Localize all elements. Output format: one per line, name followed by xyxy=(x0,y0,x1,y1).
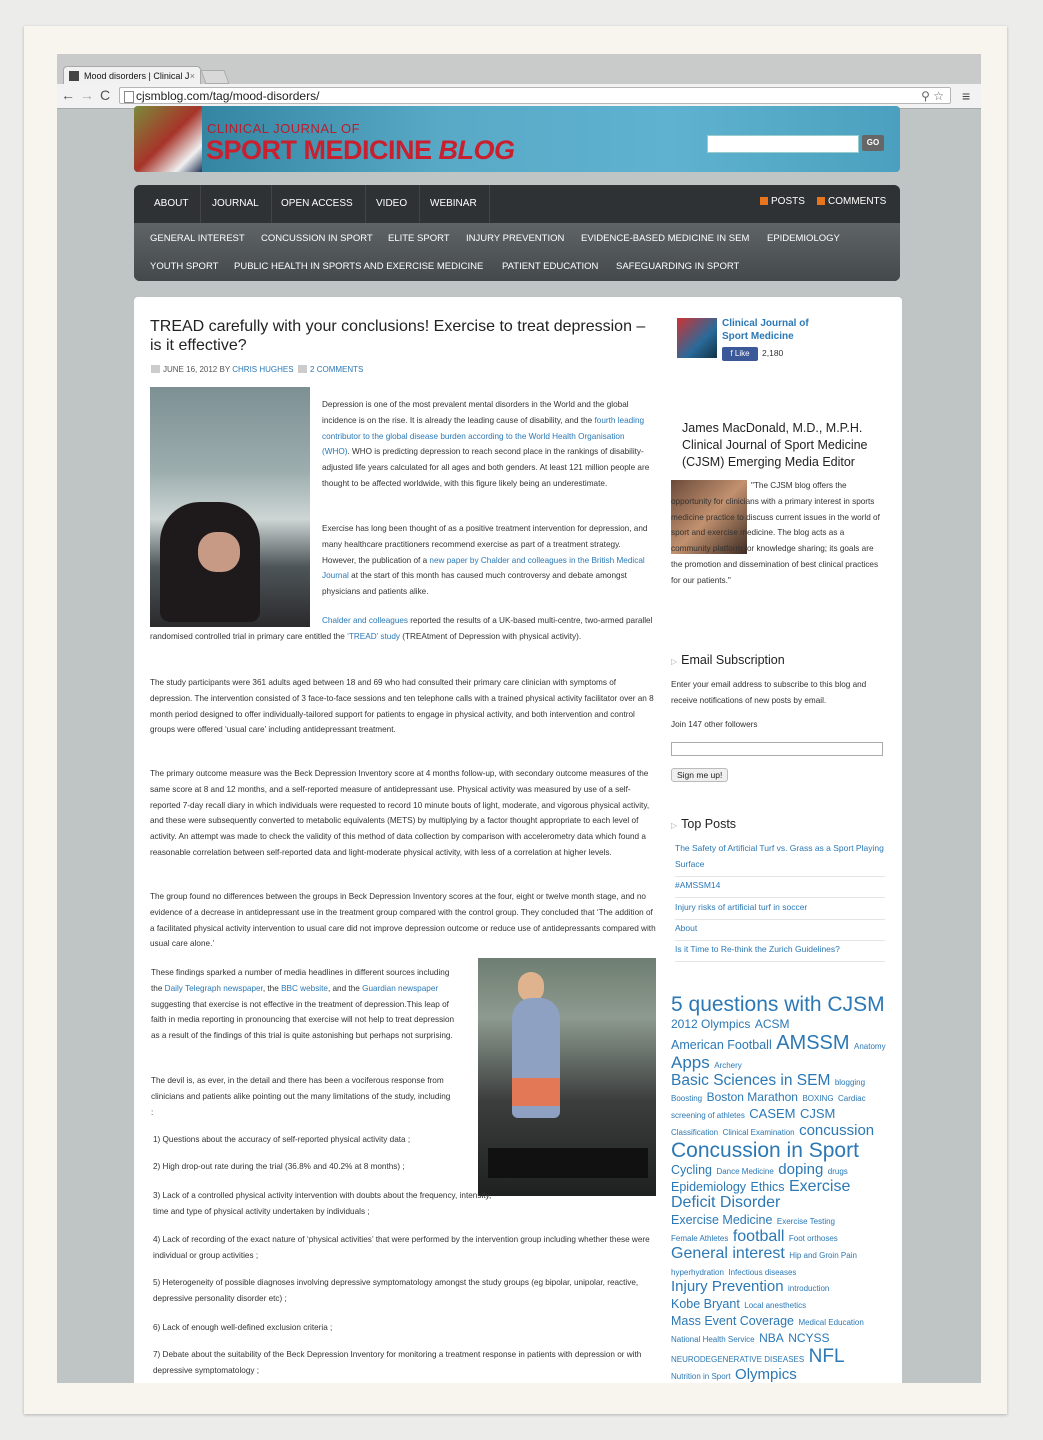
tag-link[interactable]: doping xyxy=(778,1160,824,1178)
address-bar[interactable] xyxy=(119,87,951,104)
browser-tab[interactable] xyxy=(63,66,201,84)
favicon-icon xyxy=(69,71,79,81)
limitation-7: 7) Debate about the suitability of the Beck Depression Inventory for monitoring a treatment response in patients with depression or with depressive symptomatology ; xyxy=(153,1350,642,1375)
paragraph-1: Depression is one of the most prevalent mental disorders in the World and the global incidence is on the rise. It is already the leading cause of disability, and the fourth leading contributor to the global disease burden according to the World Health Organisation (WHO). WHO is predicting depression to reach second place in the rankings of disability-adjusted life years calculated for all ages and both genders. At least 121 million people are thought to be affected worldwide, with this figure likely being an underestimate. xyxy=(322,400,650,488)
author-link[interactable]: CHRIS HUGHES xyxy=(232,365,294,374)
close-tab-icon[interactable]: × xyxy=(189,71,195,81)
tag-link[interactable]: Medical Education xyxy=(798,1318,864,1328)
limitation-3: 3) Lack of a controlled physical activity intervention with doubts about the frequency, intensity, time and type of physical activity undertaken by individuals ; xyxy=(153,1191,492,1216)
top-post-item[interactable]: #AMSSM14 xyxy=(675,878,885,898)
paragraph-7: These findings sparked a number of media headlines in different sources including the Daily Telegraph newspaper, the BBC website, and the Guardian newspaper suggesting that exercise is not effective in the treatment of depression.This leap of faith in media reporting in pronouncing that exercise will not help to treat depression as a result of the findings of this trial is quite astonishing but perhaps not surprising. xyxy=(151,968,455,1041)
paragraph-2: Exercise has long been thought of as a positive treatment intervention for depression, and many healthcare practitioners recommend exercise as part of a treatment strategy. However, the publication of a new paper by Chalder and colleagues in the British Medical Journal at the start of this month has caused much controversy and debate amongst physicians and patients alike. xyxy=(322,524,648,597)
journal-cover-thumbnail[interactable] xyxy=(677,318,717,358)
tag-link[interactable]: Exercise Testing xyxy=(776,1217,835,1227)
rss-icon xyxy=(760,197,768,205)
paragraph-8: The devil is, as ever, in the detail and there has been a vociferous response from clinicians and patients alike pointing out the many limitations of the study, including : xyxy=(151,1076,451,1117)
tag-link[interactable]: Infectious diseases xyxy=(728,1267,797,1277)
tag-link[interactable]: Hip and Groin Pain xyxy=(789,1250,857,1260)
followers-count: Join 147 other followers xyxy=(671,720,758,729)
forward-icon[interactable]: → xyxy=(80,87,94,103)
sign-up-button[interactable]: Sign me up! xyxy=(671,768,728,782)
nav-about[interactable]: ABOUT xyxy=(142,185,201,223)
editor-heading: James MacDonald, M.D., M.P.H. Clinical Journal of Sport Medicine (CJSM) Emerging Media Editor xyxy=(682,421,868,469)
tag-link[interactable]: Clinical Examination xyxy=(722,1128,795,1138)
logo-subtitle: CLINICAL JOURNAL OF xyxy=(207,121,361,136)
tab-bar xyxy=(57,54,981,84)
tag-link[interactable]: introduction xyxy=(788,1284,830,1294)
tread-study-link[interactable]: ‘TREAD’ study xyxy=(347,631,400,641)
tag-link[interactable]: Epidemiology xyxy=(671,1179,747,1194)
tag-link[interactable]: Boston Marathon xyxy=(706,1090,798,1105)
menu-icon[interactable]: ≡ xyxy=(962,88,971,104)
chalder-link[interactable]: Chalder and colleagues xyxy=(322,616,409,625)
paragraph-3: Chalder and colleagues reported the results of a UK-based multi-centre, two-armed parallel randomised controlled trial in primary care entitled the ‘TREAD’ study (TREAtment of Depression with physical activity). xyxy=(150,616,653,641)
nav-open-access[interactable]: OPEN ACCESS xyxy=(269,185,366,223)
tag-link[interactable]: Concussion in Sport xyxy=(671,1138,859,1162)
nav-journal[interactable]: JOURNAL xyxy=(200,185,272,223)
email-description: Enter your email address to subscribe to this blog and receive notifications of new posts by email. xyxy=(671,680,867,705)
tag-link[interactable]: drugs xyxy=(827,1166,848,1176)
like-count: 2,180 xyxy=(762,348,784,358)
email-field[interactable] xyxy=(671,742,883,756)
reload-icon[interactable]: C xyxy=(100,87,111,103)
telegraph-link[interactable]: Daily Telegraph newspaper xyxy=(164,983,263,993)
search-input[interactable] xyxy=(707,135,859,153)
limitation-5: 5) Heterogeneity of possible diagnoses involving depressive symptomatology amongst the study groups (eg bipolar, unipolar, reactive, depressive personality disorder etc) ; xyxy=(153,1278,639,1303)
content-area xyxy=(134,297,902,1383)
tag-link[interactable]: National Health Service xyxy=(671,1334,755,1344)
facebook-page-name[interactable]: Clinical Journal of Sport Medicine xyxy=(722,318,809,342)
post-title[interactable]: TREAD carefully with your conclusions! Exercise to treat depression – is it effective? xyxy=(150,318,646,354)
new-tab-button[interactable] xyxy=(200,70,229,84)
nav-webinar[interactable]: WEBINAR xyxy=(418,185,490,223)
tag-link[interactable]: Boosting xyxy=(671,1094,703,1104)
nav-injury-prevention[interactable]: INJURY PREVENTION xyxy=(466,233,565,244)
back-icon[interactable]: ← xyxy=(61,87,75,103)
tag-link[interactable]: Kobe Bryant xyxy=(671,1297,740,1312)
bmj-paper-link[interactable]: new paper by Chalder and colleagues in the British Medical Journal xyxy=(322,555,645,581)
tag-link[interactable]: Injury Prevention xyxy=(671,1278,784,1296)
tag-link[interactable]: CJSM xyxy=(799,1106,836,1122)
tag-link[interactable]: Dance Medicine xyxy=(716,1166,774,1176)
triangle-icon: ▷ xyxy=(671,657,678,666)
comment-icon xyxy=(298,365,307,373)
tag-link[interactable]: Archery xyxy=(714,1060,742,1070)
top-post-item[interactable]: Injury risks of artificial turf in soccer xyxy=(675,900,885,920)
tag-link[interactable]: Olympics xyxy=(735,1365,797,1383)
limitation-4: 4) Lack of recording of the exact nature of ‘physical activities’ that were performed by the intervention group including whether these were individual or group activities ; xyxy=(153,1235,650,1260)
tag-link[interactable]: ACSM xyxy=(754,1017,790,1032)
tag-link[interactable]: concussion xyxy=(799,1122,875,1140)
tag-link[interactable]: CASEM xyxy=(749,1106,796,1122)
treadmill-photo xyxy=(478,958,656,1196)
tag-link[interactable]: Cardiac screening of athletes xyxy=(671,1094,866,1121)
tag-link[interactable]: Apps xyxy=(671,1052,710,1072)
tag-link[interactable]: Basic Sciences in SEM xyxy=(671,1071,831,1089)
rss-posts-link[interactable]: POSTS xyxy=(760,196,805,207)
tag-link[interactable]: 5 questions with CJSM xyxy=(671,993,885,1016)
editor-quote: "The CJSM blog offers the opportunity for clinicians with a primary interest in sports medicine practice to discuss current issues in the world of sport and exercise medicine. The blog acts as a community platform for knowledge sharing; its goals are the promotion and dissemination of best clinical practices for our patients." xyxy=(671,481,880,585)
tag-link[interactable]: Nutrition in Sport xyxy=(671,1371,731,1381)
tag-link[interactable]: Exercise Medicine xyxy=(671,1213,773,1228)
tag-link[interactable]: Exercise Deficit Disorder xyxy=(671,1177,851,1212)
guardian-link[interactable]: Guardian newspaper xyxy=(362,983,439,993)
facebook-icon: f xyxy=(730,349,733,358)
paragraph-4: The study participants were 361 adults aged between 18 and 69 who had consulted their primary care clinician with symptoms of depression. The intervention consisted of 3 face-to-face sessions and ten telephone calls with a trained physical activity facilitator over an 8 month period designed to offer individually-tailored support for patients to engage in physical activity, and both intervention and control groups were offered ‘usual care’ including antidepressant treatment. xyxy=(150,678,654,735)
nav-general-interest[interactable]: GENERAL INTEREST xyxy=(150,233,245,244)
top-post-item[interactable]: About xyxy=(675,921,885,941)
nav-youth-sport[interactable]: YOUTH SPORT xyxy=(150,261,219,272)
main-navigation xyxy=(134,185,900,281)
email-subscription-heading: ▷ Email Subscription xyxy=(671,653,785,667)
nav-public-health[interactable]: PUBLIC HEALTH IN SPORTS AND EXERCISE MEDICINE xyxy=(234,261,484,272)
nav-categories xyxy=(134,223,900,281)
browser-window xyxy=(57,54,981,1383)
tag-link[interactable]: Mass Event Coverage xyxy=(671,1314,794,1329)
tag-link[interactable]: Female Athletes xyxy=(671,1234,729,1244)
header-photo xyxy=(134,106,202,172)
top-post-item[interactable]: Is it Time to Re-think the Zurich Guidelines? xyxy=(675,942,885,962)
tag-cloud xyxy=(671,994,886,1383)
tag-link[interactable]: American Football xyxy=(671,1037,772,1052)
site-header xyxy=(134,106,900,172)
nav-video[interactable]: VIDEO xyxy=(364,185,420,223)
search-go-button[interactable]: GO xyxy=(862,135,884,151)
comments-link[interactable]: 2 COMMENTS xyxy=(310,365,364,374)
bookmark-star-icon[interactable]: ☆ xyxy=(933,89,944,103)
tab-title: Mood disorders | Clinical J xyxy=(84,71,190,81)
tag-link[interactable]: AMSSM xyxy=(776,1031,850,1054)
tag-link[interactable]: Foot orthoses xyxy=(788,1234,838,1244)
nav-epidemiology[interactable]: EPIDEMIOLOGY xyxy=(767,233,840,244)
paragraph-6: The group found no differences between the groups in Beck Depression Inventory scores at the four, eight or twelve month stage, and no evidence of a decrease in antidepressant use in the treatment group compared with the control group. They concluded that ‘The addition of a facilitated physical activity intervention to usual care did not improve depression outcome or reduce use of antidepressants compared with usual care alone.’ xyxy=(150,892,656,949)
tag-link[interactable]: hyperhydration xyxy=(671,1267,724,1277)
facebook-like-button[interactable]: f Like xyxy=(722,347,758,361)
nav-primary xyxy=(134,185,900,223)
nav-elite-sport[interactable]: ELITE SPORT xyxy=(388,233,450,244)
tag-link[interactable]: Cycling xyxy=(671,1162,712,1177)
tag-link[interactable]: NCYSS xyxy=(788,1330,830,1345)
top-post-item[interactable]: The Safety of Artificial Turf vs. Grass as a Sport Playing Surface xyxy=(675,841,885,877)
tag-link[interactable]: football xyxy=(732,1228,785,1246)
tag-link[interactable]: Ethics xyxy=(750,1179,785,1194)
tag-link[interactable]: General interest xyxy=(671,1244,785,1262)
nav-patient-education[interactable]: PATIENT EDUCATION xyxy=(502,261,599,272)
tag-link[interactable]: Anatomy xyxy=(854,1041,886,1051)
bbc-link[interactable]: BBC website xyxy=(281,983,328,993)
post-meta: JUNE 16, 2012 BY CHRIS HUGHES 2 COMMENTS xyxy=(151,365,363,374)
url-text: cjsmblog.com/tag/mood-disorders/ xyxy=(136,89,320,103)
tag-link[interactable]: NFL xyxy=(808,1345,845,1367)
limitation-6: 6) Lack of enough well-defined exclusion criteria ; xyxy=(153,1323,333,1332)
limitation-1: 1) Questions about the accuracy of self-reported physical activity data ; xyxy=(153,1135,411,1144)
site-logo[interactable]: SPORT MEDICINE BLOG xyxy=(206,135,515,165)
paragraph-5: The primary outcome measure was the Beck Depression Inventory score at 4 months follow-up, with secondary outcome measures of the same score at 8 and 12 months, and a self-reported measure of antidepressant use. Physical activity was measured by use of a self-reported 7-day recall diary in which individuals were requested to record 10 minute bouts of light, moderate, and vigorous physical activity, and these were subsequently converted to metabolic equivalents (METS) by multiplying by a factor thought appropriate to each level of activity. An attempt was made to check the validity of this method of data collection by comparison with accelerometry data which found a reasonable correlation between self-reported data and light-moderate physical activity, with less of a correlation at higher levels. xyxy=(150,769,650,857)
zoom-icon[interactable]: ⚲ xyxy=(921,89,930,103)
triangle-icon: ▷ xyxy=(671,821,678,830)
rss-comments-link[interactable]: COMMENTS xyxy=(817,196,886,207)
tag-link[interactable]: BOXING xyxy=(802,1094,834,1104)
tag-link[interactable]: Classification xyxy=(671,1128,719,1138)
page-icon xyxy=(124,91,134,103)
nav-concussion[interactable]: CONCUSSION IN SPORT xyxy=(261,233,373,244)
tag-link[interactable]: blogging xyxy=(834,1077,866,1087)
nav-safeguarding[interactable]: SAFEGUARDING IN SPORT xyxy=(616,261,740,272)
tag-link[interactable]: NBA xyxy=(759,1330,784,1345)
tag-link[interactable]: NEURODEGENERATIVE DISEASES xyxy=(671,1354,805,1364)
tag-link[interactable]: 2012 Olympics xyxy=(671,1017,751,1032)
depression-photo xyxy=(150,387,310,627)
nav-evidence-based[interactable]: EVIDENCE-BASED MEDICINE IN SEM xyxy=(581,233,750,244)
rss-icon xyxy=(817,197,825,205)
tag-link[interactable]: Local anesthetics xyxy=(744,1301,807,1311)
who-link[interactable]: fourth leading contributor to the global disease burden according to the World Health Organisation (WHO) xyxy=(322,415,645,457)
limitation-2: 2) High drop-out rate during the trial (36.8% and 40.2% at 8 months) ; xyxy=(153,1162,405,1171)
top-posts-heading: ▷ Top Posts xyxy=(671,817,737,831)
calendar-icon xyxy=(151,365,160,373)
